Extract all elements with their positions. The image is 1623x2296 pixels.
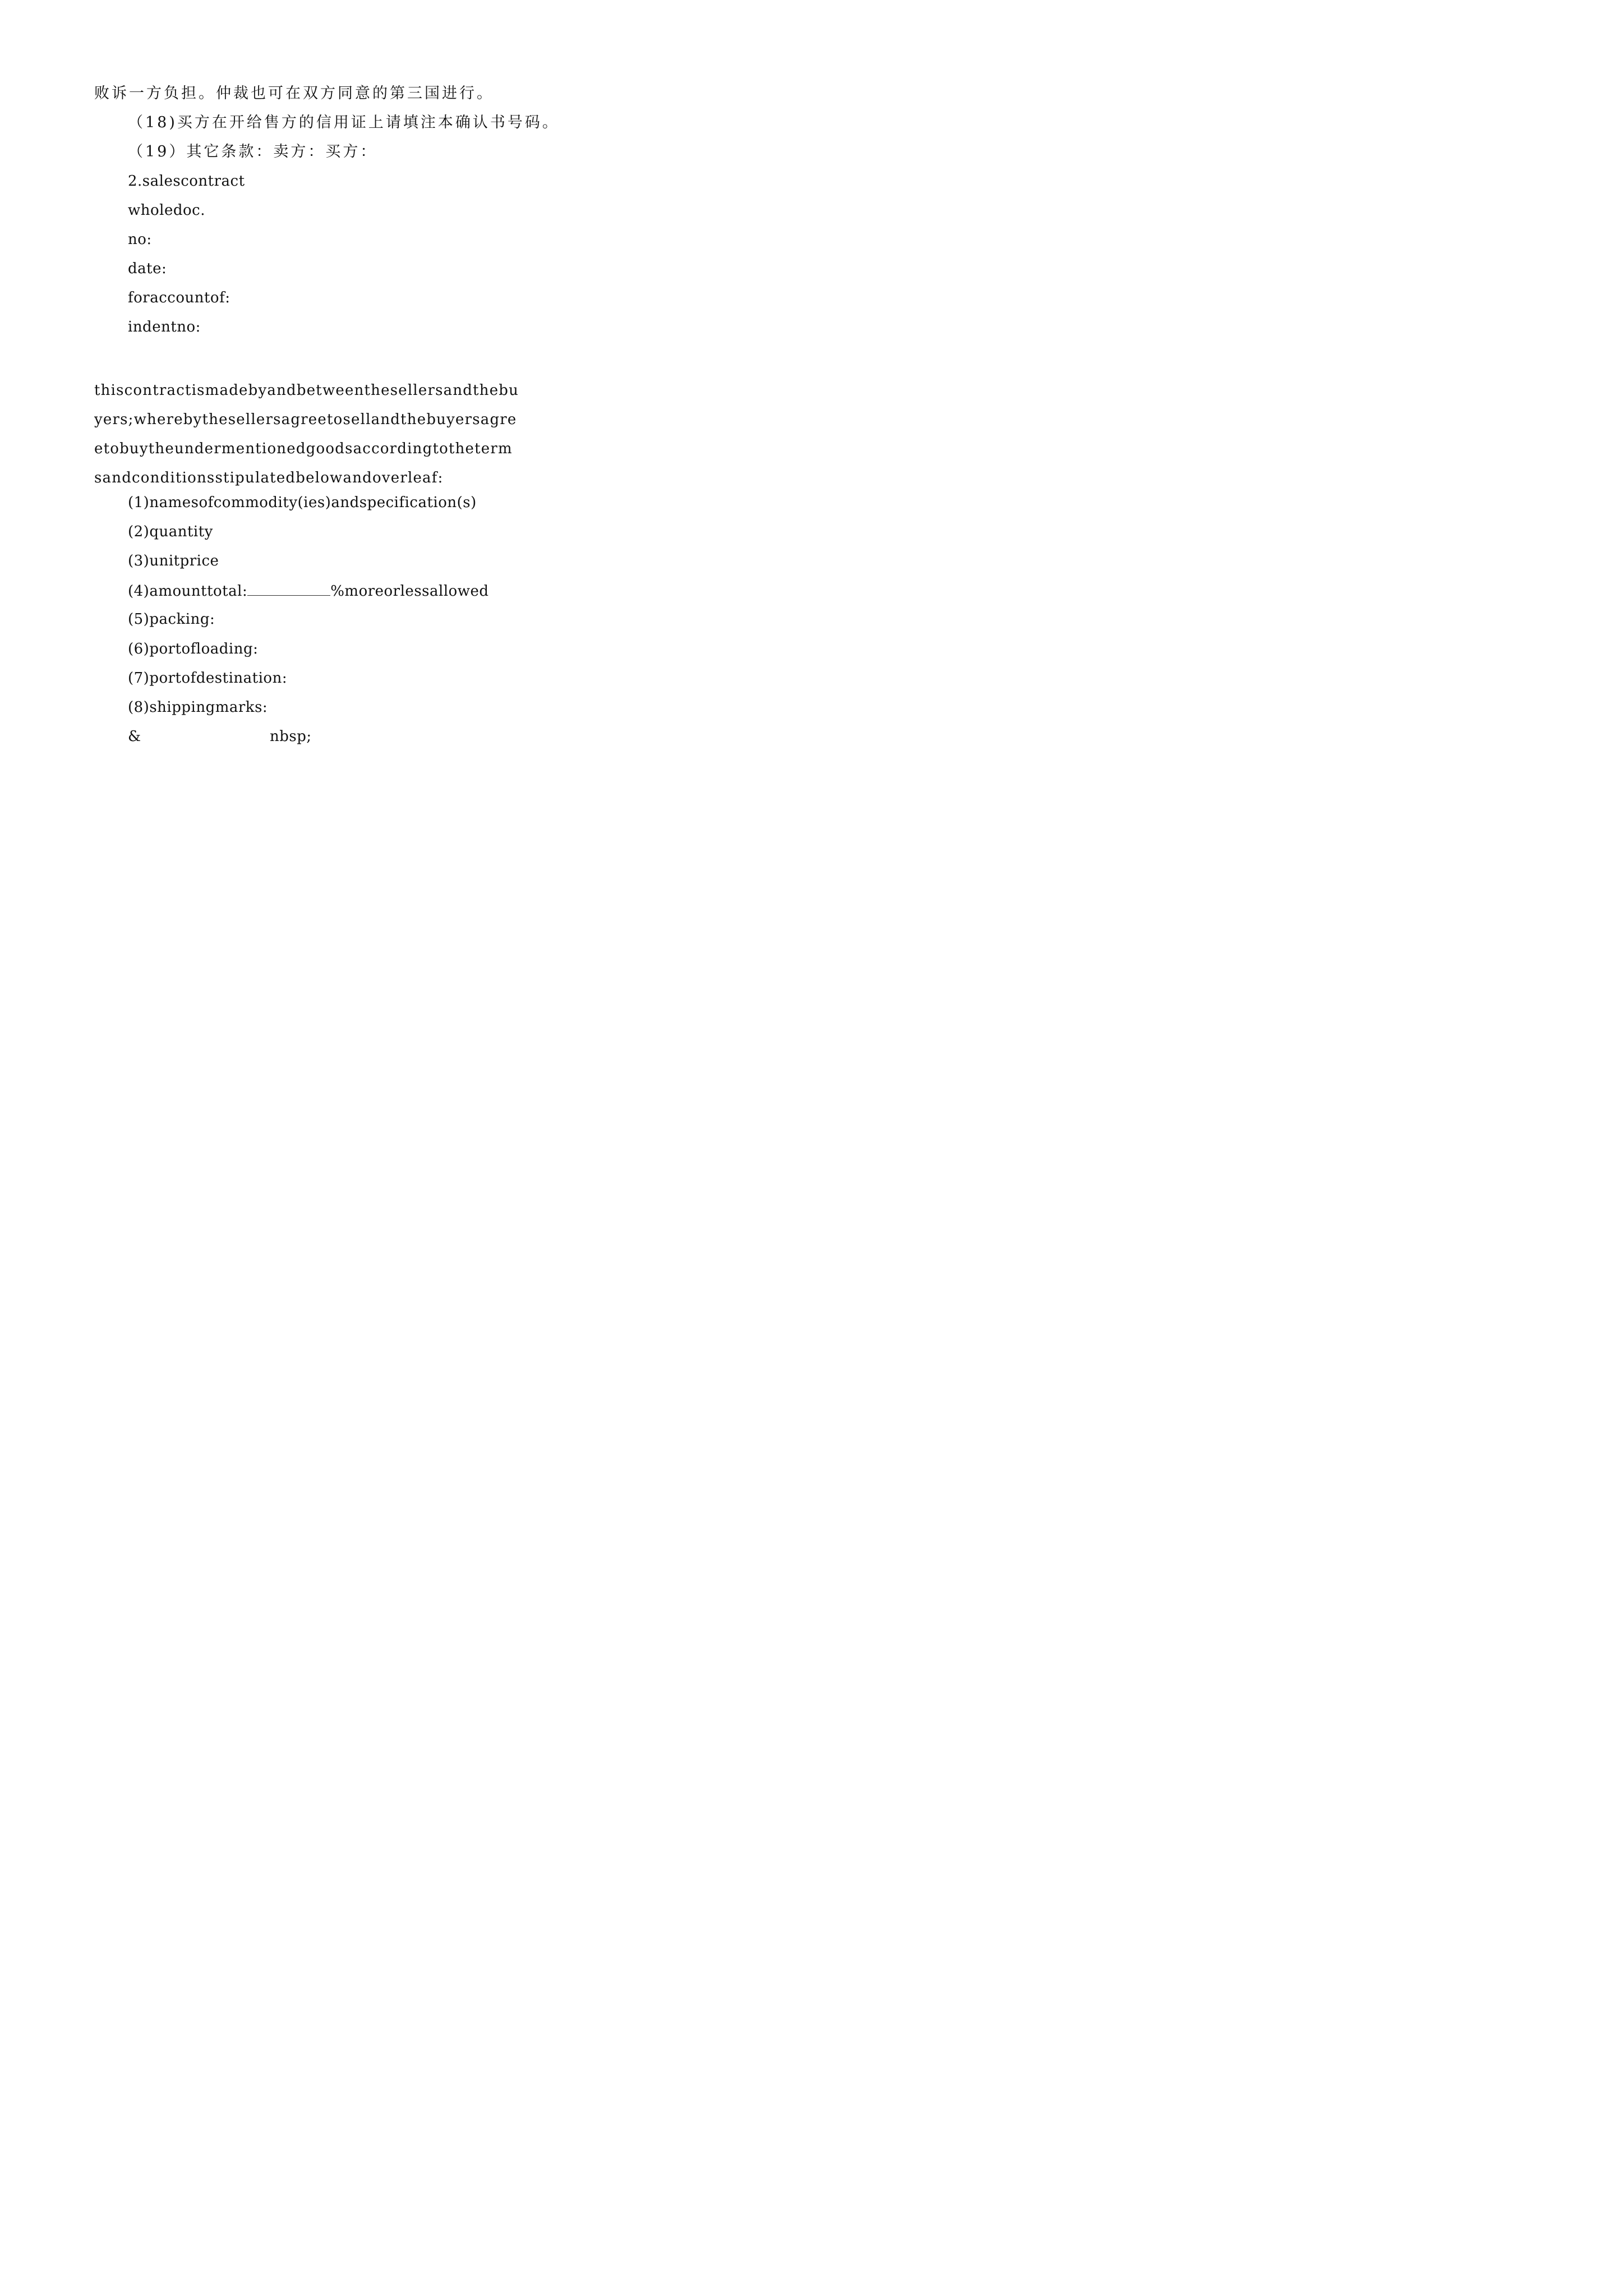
for-account-of-label: foraccountof:: [128, 289, 230, 306]
amount-allowance-text: %moreorlessallowed: [330, 583, 489, 600]
entity-fragment-amp: &: [128, 728, 141, 745]
amount-total-label: (4)amounttotal:: [128, 583, 248, 600]
item-quantity: (2)quantity: [128, 523, 213, 540]
intro-paragraph: thiscontractismadebyandbetweenthesellersandthebuyers;wherebythesellersagreetosellandthebuyersagreetobuytheundermentionedgoodsaccordingtothetermsandconditionsstipulatedbelowandoverleaf:: [94, 382, 519, 486]
item-commodity: (1)namesofcommodity(ies)andspecification(s): [128, 494, 477, 511]
clause-19-line: （19）其它条款：卖方：买方：: [128, 143, 378, 160]
document-page: [0, 0, 618, 875]
item-shipping-marks: (8)shippingmarks:: [128, 699, 268, 716]
item-port-of-loading: (6)portofloading:: [128, 641, 259, 657]
indent-no-label: indentno:: [128, 319, 201, 335]
arbitration-text-line: 败诉一方负担。仲裁也可在双方同意的第三国进行。: [94, 85, 494, 102]
item-amount-total: [128, 581, 489, 601]
no-field-label: no:: [128, 231, 152, 248]
clause-18-line: （18)买方在开给售方的信用证上请填注本确认书号码。: [128, 114, 560, 131]
entity-fragment-word: nbsp;: [270, 728, 312, 745]
amount-blank-line: [247, 581, 330, 596]
date-field-label: date:: [128, 260, 167, 277]
item-port-of-destination: (7)portofdestination:: [128, 670, 288, 687]
item-unit-price: (3)unitprice: [128, 553, 219, 569]
whole-doc-label: wholedoc.: [128, 202, 205, 219]
section-title: 2.salescontract: [128, 173, 245, 190]
item-packing: (5)packing:: [128, 611, 215, 628]
